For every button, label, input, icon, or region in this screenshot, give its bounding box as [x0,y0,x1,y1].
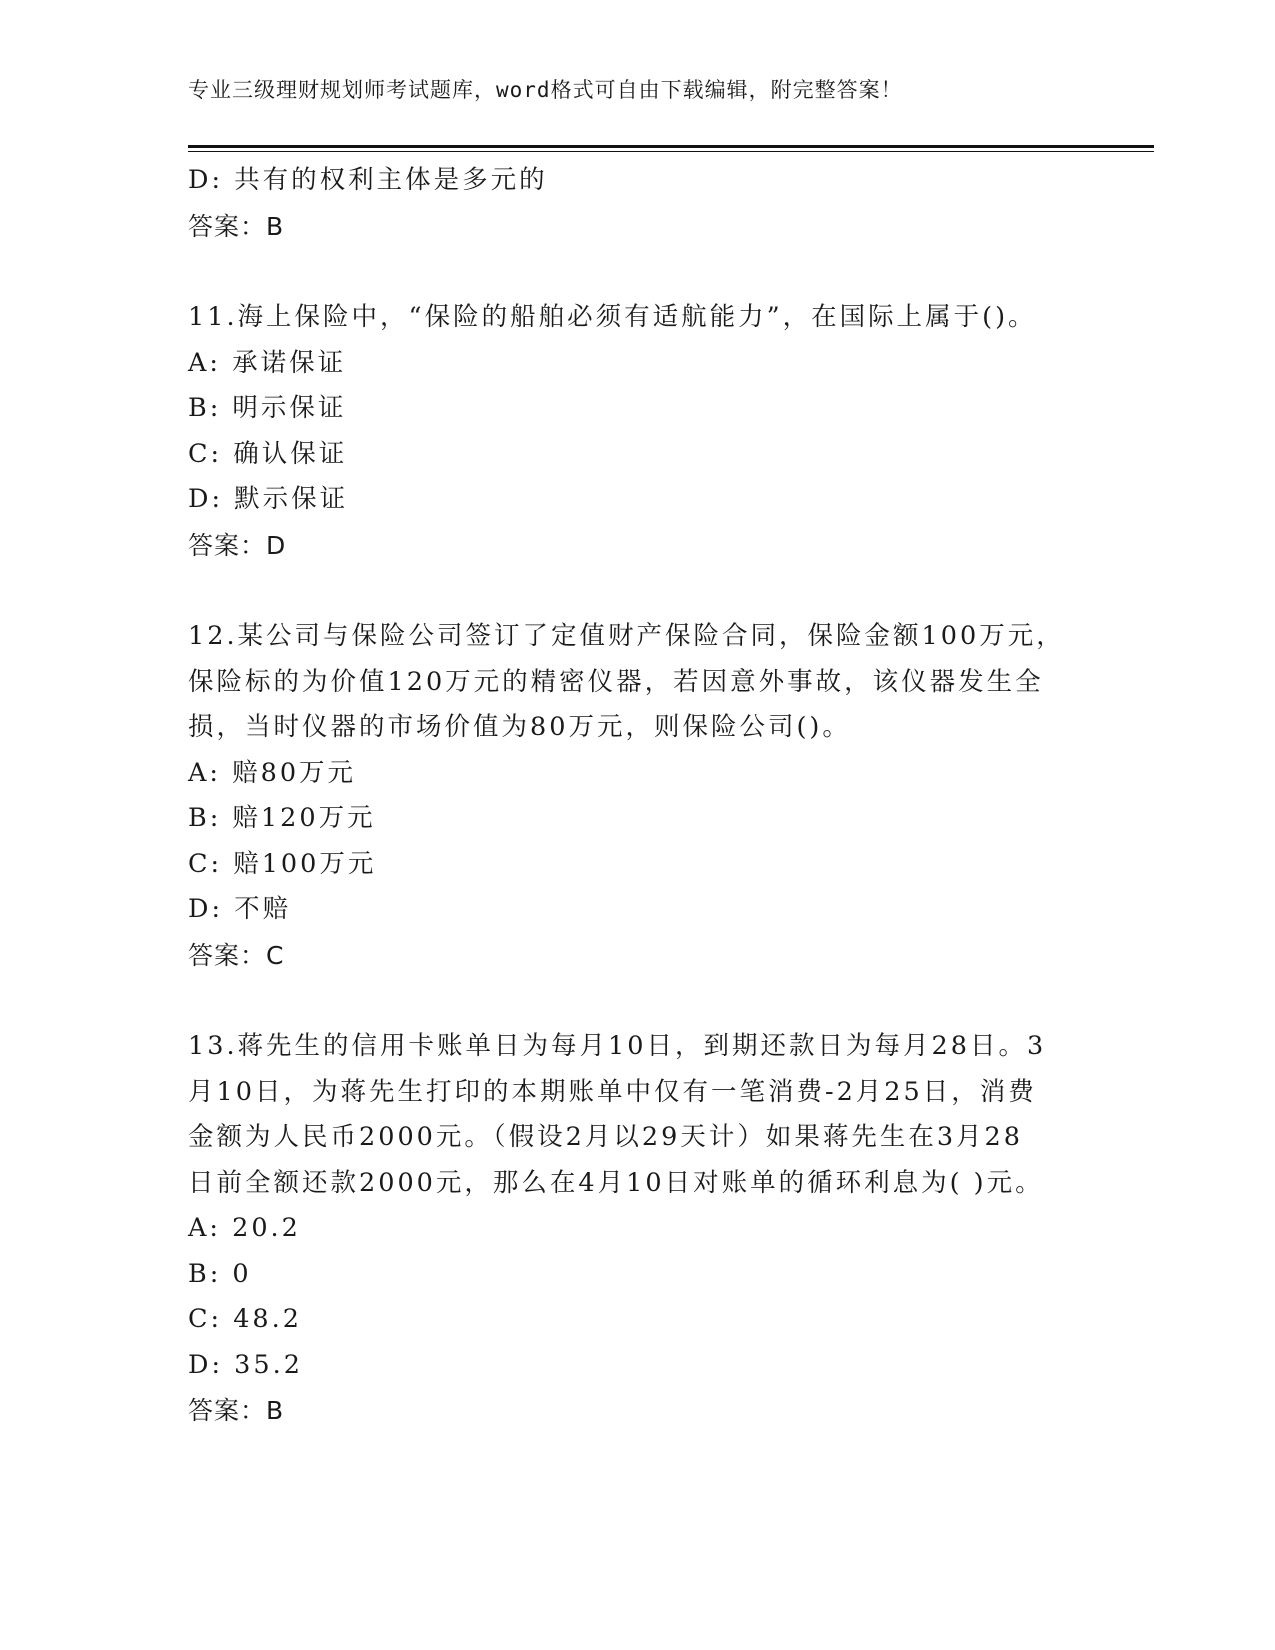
question-13-option-b: B: 0 [188,1258,252,1289]
question-12-answer: 答案：C [188,940,285,970]
question-13-text-line-3: 金额为人民币2000元。（假设2月以29天计）如果蒋先生在3月28 [188,1122,1023,1152]
question-12-text-line-2: 保险标的为价值120万元的精密仪器，若因意外事故，该仪器发生全 [188,666,1044,697]
page-header: 专业三级理财规划师考试题库，word格式可自由下载编辑，附完整答案！ [188,78,903,102]
question-11-text: 11.海上保险中，“保险的船舶必须有适航能力”，在国际上属于()。 [188,302,1037,332]
question-12-option-a: A: 赔80万元 [188,757,357,788]
prev-answer: 答案：B [188,211,285,241]
question-13-answer: 答案：B [188,1396,285,1425]
question-13-option-a: A: 20.2 [188,1213,301,1243]
question-12-text-line-3: 损，当时仪器的市场价值为80万元，则保险公司()。 [188,712,851,742]
header-rule-thick [188,145,1154,148]
question-12-option-d: D: 不赔 [188,894,292,924]
question-11-option-c: C: 确认保证 [188,438,348,469]
question-13 [188,1024,1078,1434]
document-body [188,158,1078,1434]
question-11-option-a: A: 承诺保证 [188,347,347,378]
question-13-text-line-2: 月10日，为蒋先生打印的本期账单中仅有一笔消费-2月25日，消费 [188,1076,1037,1107]
question-12-option-b: B: 赔120万元 [188,803,376,833]
prev-option-d: D: 共有的权利主体是多元的 [188,165,548,195]
question-11-option-b: B: 明示保证 [188,393,347,423]
question-13-text-line-4: 日前全额还款2000元，那么在4月10日对账单的循环利息为( )元。 [188,1167,1044,1198]
question-13-text-line-1: 13.蒋先生的信用卡账单日为每月10日，到期还款日为每月28日。3 [188,1031,1047,1061]
question-12-text-line-1: 12.某公司与保险公司签订了定值财产保险合同，保险金额100万元， [188,621,1065,651]
question-12 [188,614,1078,978]
question-12-option-c: C: 赔100万元 [188,848,377,879]
question-11 [188,295,1078,568]
question-11-answer: 答案：D [188,530,287,560]
question-13-option-d: D: 35.2 [188,1349,303,1380]
header-rule-thin [188,151,1154,152]
question-13-option-c: C: 48.2 [188,1304,302,1334]
question-11-option-d: D: 默示保证 [188,484,349,514]
